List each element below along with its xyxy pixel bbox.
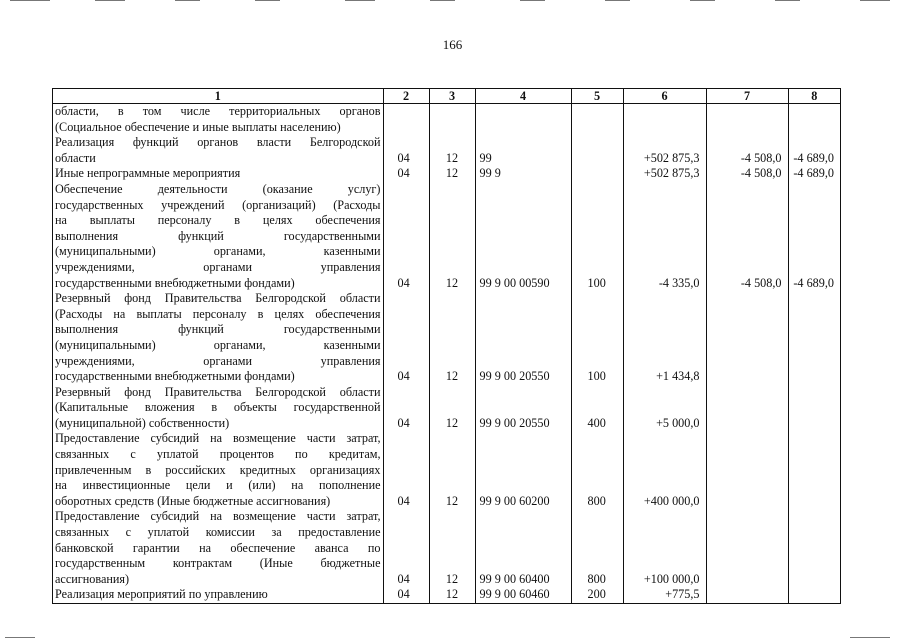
description-line: области, в том числе территориальных органов — [55, 104, 381, 118]
description-line: ассигнования) — [55, 571, 130, 586]
subsection-code: 12 — [429, 385, 475, 432]
description-line: Предоставление субсидий на возмещение части затрат, — [55, 509, 381, 524]
expense-type-code — [571, 135, 623, 166]
description-line: учреждениями, органами управления — [55, 259, 381, 274]
budget-table — [53, 88, 840, 604]
description-line: государственных учреждений (организаций) (Расходы — [55, 197, 381, 212]
row-description — [53, 587, 383, 603]
table-row — [53, 291, 840, 385]
description-line: выполнения функций государственными — [55, 322, 381, 337]
description-line: Иные непрограммные мероприятия — [55, 166, 241, 181]
target-article-code: 99 9 00 60400 — [475, 509, 571, 587]
table-row — [53, 385, 840, 432]
scan-edge-mark — [690, 0, 715, 1]
description-line: выполнения функций государственными — [55, 228, 381, 243]
amount-col-6: +775,5 — [623, 587, 706, 603]
amount-col-7 — [706, 385, 788, 432]
scan-edge-mark — [10, 0, 50, 1]
amount-col-8 — [788, 385, 840, 432]
target-article-code: 99 9 00 20550 — [475, 291, 571, 385]
row-description — [53, 104, 383, 136]
column-header: 4 — [475, 89, 571, 104]
scan-edge-mark — [520, 0, 545, 1]
column-header: 3 — [429, 89, 475, 104]
column-header: 8 — [788, 89, 840, 104]
amount-col-6: -4 335,0 — [623, 182, 706, 291]
scan-edge-mark — [775, 0, 800, 1]
table-row — [53, 431, 840, 509]
subsection-code: 12 — [429, 587, 475, 603]
scan-edge-mark — [605, 0, 630, 1]
amount-col-6: +1 434,8 — [623, 291, 706, 385]
expense-type-code: 800 — [571, 431, 623, 509]
row-description — [53, 135, 383, 166]
subsection-code: 12 — [429, 431, 475, 509]
amount-col-6 — [623, 104, 706, 136]
table-row — [53, 135, 840, 166]
description-line: связанных с уплатой процентов по кредитам, — [55, 447, 381, 462]
scan-edge-mark — [345, 0, 375, 1]
description-line: на инвестиционные цели и (или) на пополнение — [55, 478, 381, 493]
description-line: оборотных средств (Иные бюджетные ассигнования) — [55, 493, 331, 508]
column-header: 6 — [623, 89, 706, 104]
target-article-code — [475, 104, 571, 136]
description-line: (муниципальными) органами, казенными — [55, 244, 381, 259]
expense-type-code: 100 — [571, 291, 623, 385]
amount-col-8 — [788, 291, 840, 385]
expense-type-code: 200 — [571, 587, 623, 603]
description-line: Резервный фонд Правительства Белгородской области — [55, 384, 381, 399]
budget-table-container — [52, 88, 841, 604]
description-line: (муниципальной) собственности) — [55, 415, 230, 430]
scan-edge-mark — [430, 0, 455, 1]
description-line: (Социальное обеспечение и иные выплаты населению) — [55, 119, 341, 134]
description-line: связанных с уплатой комиссии за предоставление — [55, 525, 381, 540]
column-header: 5 — [571, 89, 623, 104]
description-line: Реализация функций органов власти Белгородской — [55, 135, 381, 150]
section-code — [383, 104, 429, 136]
description-line: (Расходы на выплаты персоналу в целях обеспечения — [55, 306, 381, 321]
amount-col-8: -4 689,0 — [788, 182, 840, 291]
description-line: Реализация мероприятий по управлению — [55, 587, 268, 602]
table-row — [53, 104, 840, 136]
description-line: банковской гарантии на обеспечение аванса по — [55, 540, 381, 555]
description-line: Резервный фонд Правительства Белгородской области — [55, 291, 381, 306]
scan-edge-mark — [850, 637, 890, 638]
column-header: 7 — [706, 89, 788, 104]
column-header: 2 — [383, 89, 429, 104]
description-line: (Капитальные вложения в объекты государственной — [55, 400, 381, 415]
row-description — [53, 385, 383, 432]
column-header: 1 — [53, 89, 383, 104]
section-code: 04 — [383, 587, 429, 603]
subsection-code: 12 — [429, 135, 475, 166]
table-row — [53, 182, 840, 291]
description-line: государственными внебюджетными фондами) — [55, 275, 295, 290]
expense-type-code — [571, 166, 623, 182]
amount-col-8 — [788, 431, 840, 509]
scan-edge-mark — [95, 0, 125, 1]
section-code: 04 — [383, 182, 429, 291]
description-line: области — [55, 150, 96, 165]
subsection-code — [429, 104, 475, 136]
scan-edge-mark — [175, 0, 200, 1]
expense-type-code: 800 — [571, 509, 623, 587]
section-code: 04 — [383, 509, 429, 587]
target-article-code: 99 9 00 60460 — [475, 587, 571, 603]
table-row — [53, 166, 840, 182]
table-header-row — [53, 89, 840, 104]
table-row — [53, 587, 840, 603]
section-code: 04 — [383, 385, 429, 432]
amount-col-8: -4 689,0 — [788, 166, 840, 182]
target-article-code: 99 9 — [475, 166, 571, 182]
amount-col-7 — [706, 587, 788, 603]
subsection-code: 12 — [429, 509, 475, 587]
amount-col-6: +400 000,0 — [623, 431, 706, 509]
subsection-code: 12 — [429, 182, 475, 291]
scan-edge-mark — [860, 0, 890, 1]
description-line: (муниципальными) органами, казенными — [55, 337, 381, 352]
description-line: государственными внебюджетными фондами) — [55, 369, 295, 384]
target-article-code: 99 9 00 20550 — [475, 385, 571, 432]
table-row — [53, 509, 840, 587]
row-description — [53, 431, 383, 509]
amount-col-8 — [788, 587, 840, 603]
amount-col-6: +502 875,3 — [623, 166, 706, 182]
description-line: государственным контрактам (Иные бюджетные — [55, 556, 381, 571]
expense-type-code: 100 — [571, 182, 623, 291]
row-description — [53, 509, 383, 587]
amount-col-8: -4 689,0 — [788, 135, 840, 166]
row-description — [53, 291, 383, 385]
description-line: привлеченным в российских кредитных организациях — [55, 462, 381, 477]
scan-edge-mark — [255, 0, 280, 1]
subsection-code: 12 — [429, 291, 475, 385]
amount-col-7 — [706, 104, 788, 136]
description-line: Предоставление субсидий на возмещение части затрат, — [55, 431, 381, 446]
description-line: Обеспечение деятельности (оказание услуг) — [55, 181, 381, 196]
amount-col-6: +5 000,0 — [623, 385, 706, 432]
section-code: 04 — [383, 135, 429, 166]
amount-col-7 — [706, 509, 788, 587]
amount-col-7 — [706, 431, 788, 509]
row-description — [53, 182, 383, 291]
amount-col-6: +100 000,0 — [623, 509, 706, 587]
page-number: 166 — [442, 37, 463, 52]
description-line: на выплаты персоналу в целях обеспечения — [55, 213, 381, 228]
amount-col-6: +502 875,3 — [623, 135, 706, 166]
subsection-code: 12 — [429, 166, 475, 182]
expense-type-code: 400 — [571, 385, 623, 432]
target-article-code: 99 — [475, 135, 571, 166]
amount-col-7: -4 508,0 — [706, 166, 788, 182]
amount-col-8 — [788, 104, 840, 136]
row-description — [53, 166, 383, 182]
expense-type-code — [571, 104, 623, 136]
section-code: 04 — [383, 166, 429, 182]
description-line: учреждениями, органами управления — [55, 353, 381, 368]
scan-edge-mark — [5, 637, 35, 638]
target-article-code: 99 9 00 60200 — [475, 431, 571, 509]
section-code: 04 — [383, 431, 429, 509]
target-article-code: 99 9 00 00590 — [475, 182, 571, 291]
amount-col-7: -4 508,0 — [706, 182, 788, 291]
amount-col-7 — [706, 291, 788, 385]
amount-col-8 — [788, 509, 840, 587]
section-code: 04 — [383, 291, 429, 385]
amount-col-7: -4 508,0 — [706, 135, 788, 166]
